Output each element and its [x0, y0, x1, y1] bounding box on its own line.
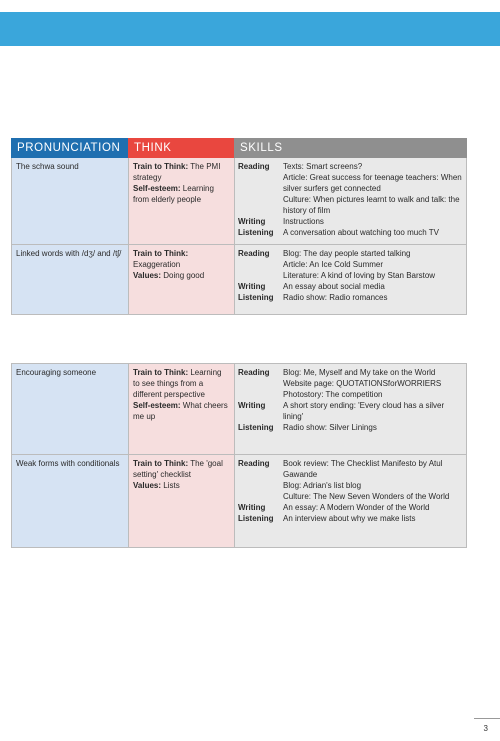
think-entry	[133, 248, 230, 270]
table-row	[11, 158, 467, 245]
skills-item: Radio show: Radio romances	[283, 293, 388, 302]
skills-item: Blog: Me, Myself and My take on the World	[283, 368, 436, 377]
skills-item: Blog: Adrian's list blog	[283, 481, 362, 490]
skills-items	[283, 161, 463, 216]
skills-label: Reading	[238, 249, 270, 258]
skills-items	[283, 216, 463, 227]
skills-group	[238, 216, 463, 227]
think-entry-text: Learning from elderly people	[133, 184, 214, 204]
skills-label: Writing	[238, 217, 266, 226]
syllabus-table-1	[11, 138, 467, 315]
think-cell	[129, 245, 235, 314]
think-entry-text: Exaggeration	[133, 260, 181, 269]
table-row	[11, 455, 467, 548]
skills-item: Instructions	[283, 217, 324, 226]
pronunciation-cell	[12, 455, 129, 547]
skills-item: A short story ending: 'Every cloud has a silver lining'	[283, 401, 445, 421]
skills-group	[238, 161, 463, 216]
page-number: 3	[483, 724, 488, 733]
pronunciation-cell	[12, 364, 129, 454]
think-entry-label: Self-esteem:	[133, 184, 181, 193]
pronunciation-text: Encouraging someone	[16, 368, 97, 377]
skills-cell	[235, 455, 466, 547]
skills-cell	[235, 364, 466, 454]
table-row	[11, 363, 467, 455]
think-entry	[133, 161, 230, 183]
skills-group	[238, 400, 463, 422]
skills-items	[283, 422, 463, 433]
header-skills: SKILLS	[234, 138, 467, 158]
pronunciation-cell	[12, 245, 129, 314]
skills-label: Reading	[238, 162, 270, 171]
header-pronunciation: PRONUNCIATION	[11, 138, 128, 158]
skills-item: Blog: The day people started talking	[283, 249, 411, 258]
think-entry	[133, 367, 230, 400]
think-entry-text: What cheers me up	[133, 401, 228, 421]
think-entry-label: Train to Think:	[133, 162, 189, 171]
skills-label: Reading	[238, 368, 270, 377]
skills-label: Writing	[238, 282, 266, 291]
skills-cell	[235, 245, 466, 314]
think-entry-text: The PMI strategy	[133, 162, 221, 182]
think-entry-label: Self-esteem:	[133, 401, 181, 410]
think-entry	[133, 458, 230, 480]
pronunciation-cell	[12, 158, 129, 244]
think-entry-text: Learning to see things from a different perspective	[133, 368, 222, 399]
think-cell	[129, 455, 235, 547]
think-entry-label: Values:	[133, 271, 162, 280]
skills-item: Radio show: Silver Linings	[283, 423, 377, 432]
skills-items	[283, 281, 463, 292]
skills-items	[283, 400, 463, 422]
think-entry-label: Train to Think:	[133, 368, 189, 377]
table-row	[11, 245, 467, 315]
page-number-rule	[474, 718, 500, 719]
skills-label: Listening	[238, 228, 274, 237]
skills-label: Listening	[238, 423, 274, 432]
think-entry-label: Train to Think:	[133, 459, 189, 468]
skills-item: Book review: The Checklist Manifesto by Atul Gawande	[283, 459, 443, 479]
think-entry	[133, 480, 230, 491]
skills-item: Article: An Ice Cold Summer	[283, 260, 384, 269]
skills-item: Article: Great success for teenage teachers: When silver surfers get connected	[283, 173, 462, 193]
skills-items	[283, 292, 463, 303]
skills-item: A conversation about watching too much TV	[283, 228, 439, 237]
header-think: THINK	[128, 138, 234, 158]
skills-item: An essay: A Modern Wonder of the World	[283, 503, 430, 512]
pronunciation-text: Weak forms with conditionals	[16, 459, 120, 468]
skills-item: Culture: The New Seven Wonders of the World	[283, 492, 450, 501]
think-entry-label: Values:	[133, 481, 162, 490]
skills-items	[283, 458, 463, 502]
think-entry	[133, 270, 230, 281]
skills-item: Photostory: The competition	[283, 390, 383, 399]
skills-label: Writing	[238, 401, 266, 410]
skills-items	[283, 367, 463, 400]
skills-label: Listening	[238, 293, 274, 302]
table-header	[11, 138, 467, 158]
skills-items	[283, 513, 463, 524]
skills-item: Texts: Smart screens?	[283, 162, 363, 171]
skills-group	[238, 281, 463, 292]
skills-items	[283, 248, 463, 281]
skills-item: An interview about why we make lists	[283, 514, 416, 523]
think-entry-text: The 'goal setting' checklist	[133, 459, 223, 479]
skills-group	[238, 422, 463, 433]
syllabus-table-2	[11, 363, 467, 548]
skills-item: An essay about social media	[283, 282, 385, 291]
skills-item: Culture: When pictures learnt to walk and talk: the history of film	[283, 195, 460, 215]
skills-label: Writing	[238, 503, 266, 512]
think-cell	[129, 364, 235, 454]
skills-group	[238, 513, 463, 524]
think-cell	[129, 158, 235, 244]
skills-cell	[235, 158, 466, 244]
skills-item: Literature: A kind of loving by Stan Barstow	[283, 271, 436, 280]
skills-items	[283, 227, 463, 238]
top-color-band	[0, 12, 500, 46]
skills-item: Website page: QUOTATIONSforWORRIERS	[283, 379, 442, 388]
think-entry-text: Doing good	[161, 271, 205, 280]
skills-group	[238, 458, 463, 502]
skills-label: Reading	[238, 459, 270, 468]
think-entry-text: Lists	[161, 481, 180, 490]
skills-group	[238, 248, 463, 281]
skills-group	[238, 367, 463, 400]
think-entry	[133, 183, 230, 205]
skills-group	[238, 292, 463, 303]
think-entry	[133, 400, 230, 422]
skills-label: Listening	[238, 514, 274, 523]
pronunciation-text: The schwa sound	[16, 162, 79, 171]
skills-group	[238, 227, 463, 238]
think-entry-label: Train to Think:	[133, 249, 189, 258]
skills-group	[238, 502, 463, 513]
skills-items	[283, 502, 463, 513]
pronunciation-text: Linked words with /dʒ/ and /tʃ/	[16, 249, 122, 258]
